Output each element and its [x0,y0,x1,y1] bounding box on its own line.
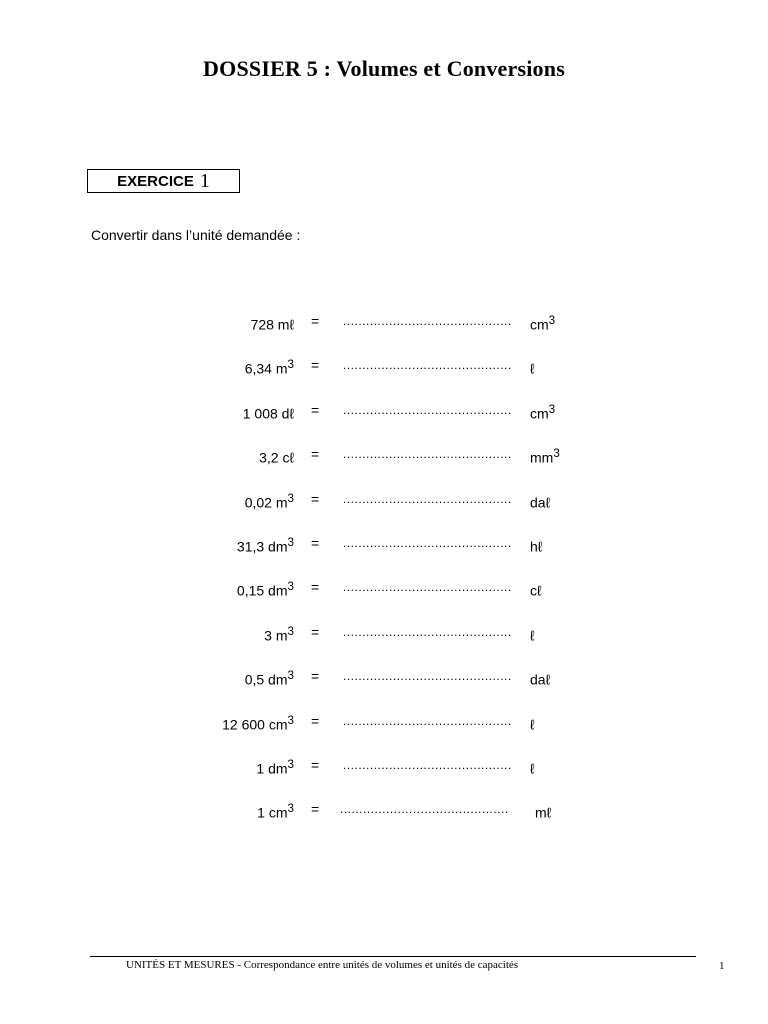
answer-blank[interactable]: ............................................ [343,713,512,728]
target-unit: mℓ [535,804,552,821]
target-unit: ℓ [530,760,535,777]
conversion-row [0,577,768,621]
source-value: 1 $dm^3$ [256,757,294,777]
target-unit: daℓ [530,494,551,511]
target-unit: daℓ [530,671,551,688]
footer-divider [90,956,696,957]
source-value: 3,2 cℓ [259,449,294,466]
conversion-row [0,533,768,577]
equals-sign: = [311,756,320,773]
conversion-row [0,711,768,755]
exercise-header-box [87,169,240,193]
target-unit: ℓ [530,361,535,378]
target-unit: $cm^3$ [530,402,556,422]
target-unit: $mm^3$ [530,447,560,466]
conversion-row [0,355,768,399]
source-value: 31,3 $dm^3$ [236,535,294,555]
source-value: 728 mℓ [250,316,294,333]
equals-sign: = [311,357,320,374]
target-unit: ℓ [530,716,535,733]
equals-sign: = [311,712,320,729]
target-unit: hℓ [530,538,543,555]
page-title: DOSSIER 5 : Volumes et Conversions [203,56,565,81]
answer-blank[interactable]: ............................................ [343,447,512,462]
equals-sign: = [311,668,320,685]
source-value: 1 $cm^3$ [257,802,294,821]
conversion-row [0,799,768,843]
equals-sign: = [311,490,320,507]
answer-blank[interactable]: ............................................ [343,402,512,417]
answer-blank[interactable]: ............................................ [343,314,512,328]
equals-sign: = [311,313,320,329]
source-value: 3 $m^3$ [264,624,294,644]
equals-sign: = [311,446,320,463]
footer-text: UNITÉS ET MESURES - Correspondance entre unités de volumes et unités de capacités [126,959,519,971]
source-value: 12 600 $cm^3$ [222,713,294,733]
conversion-row [0,311,768,355]
source-value: 1 008 dℓ [242,405,294,422]
equals-sign: = [311,401,320,418]
conversion-list [0,311,768,844]
source-value: 6,34 $m^3$ [244,358,294,378]
exercise-label: EXERCICE [117,172,194,190]
conversion-row [0,666,768,710]
answer-blank[interactable]: ............................................ [343,535,512,550]
source-value: 0,15 $dm^3$ [236,580,294,599]
source-value: 0,5 $dm^3$ [244,669,294,688]
answer-blank[interactable]: ............................................ [343,580,512,595]
answer-blank[interactable]: ............................................ [340,802,509,817]
answer-blank[interactable]: ............................................ [343,757,512,772]
page-number: 1 [719,960,725,972]
target-unit: ℓ [530,627,535,644]
answer-blank[interactable]: ............................................ [343,358,512,373]
target-unit: cℓ [530,583,542,599]
answer-blank[interactable]: ............................................ [343,669,512,684]
answer-blank[interactable]: ............................................ [343,491,512,506]
equals-sign: = [311,623,320,640]
equals-sign: = [311,534,320,551]
conversion-row [0,444,768,488]
equals-sign: = [311,801,320,818]
conversion-row [0,489,768,533]
conversion-row [0,622,768,666]
equals-sign: = [311,579,320,596]
conversion-row [0,755,768,799]
exercise-number: 1 [199,170,210,192]
instruction-text: Convertir dans l’unité demandée : [91,227,301,243]
source-value: 0,02 $m^3$ [244,491,294,511]
target-unit: $cm^3$ [530,314,556,333]
conversion-row [0,400,768,444]
answer-blank[interactable]: ............................................ [343,624,512,639]
